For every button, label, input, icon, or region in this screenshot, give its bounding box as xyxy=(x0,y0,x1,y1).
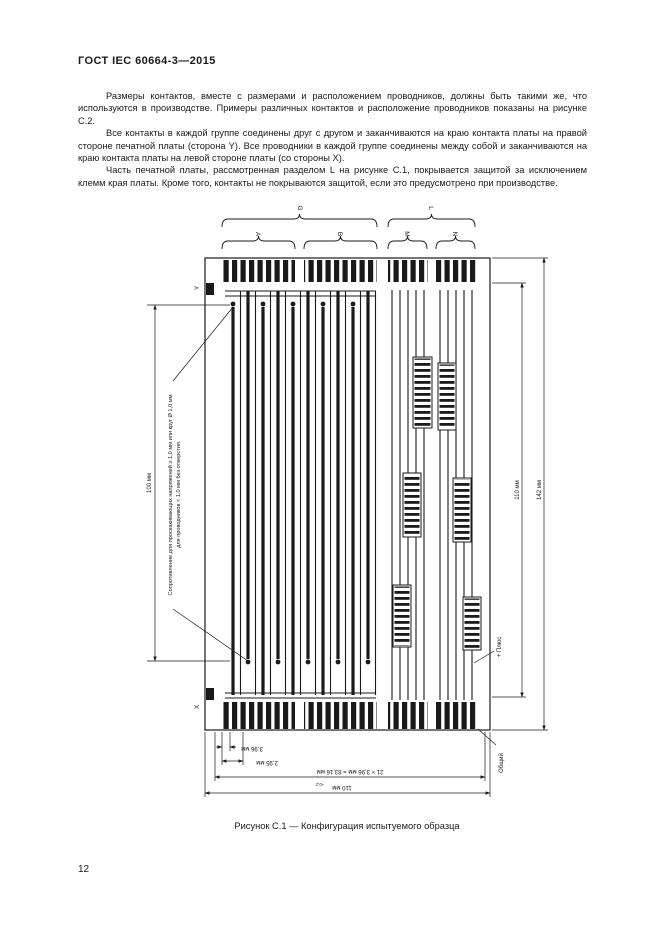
group-label-b: B xyxy=(336,231,343,237)
standard-number: ГОСТ IEC 60664-3—2015 xyxy=(78,55,216,67)
group-label-l: L xyxy=(427,206,434,210)
group-label-n: N xyxy=(451,231,458,237)
dim-left-label: 100 мм xyxy=(147,473,153,493)
paragraph-1: Размеры контактов, вместе с размерами и расположением проводников, должны быть такими же, что используются в производстве. Примеры различных контактов и расположение проводников показаны на рисунке С.2. xyxy=(78,91,587,126)
paragraph-3: Часть печатной платы, рассмотренная разделом L на рисунке С.1, покрывается защитой за исключением клемм края платы. Кроме того, контакты не покрываются защитой, если это предусмотрено при производстве. xyxy=(78,165,587,188)
group-label-m: M xyxy=(403,231,410,237)
dim-right-outer-label: 142 мм xyxy=(537,480,543,500)
dim-pitch2-label: 2,95 мм xyxy=(256,759,278,765)
side-label-y: Y xyxy=(194,285,201,291)
dim-right-inner-label: 110 мм xyxy=(515,480,521,500)
body-text xyxy=(78,90,587,189)
figure-caption: Рисунок С.1 — Конфигурация испытуемого образца xyxy=(234,821,460,831)
group-letters xyxy=(254,205,458,236)
dim-pitch-label: 3,96 мм xyxy=(241,745,263,751)
figure-c1 xyxy=(130,195,570,817)
page-number: 12 xyxy=(78,864,90,875)
edge-contacts-bottom xyxy=(222,702,476,729)
left-note xyxy=(167,307,248,661)
dim-total-width-label: 110 мм xyxy=(332,784,352,790)
side-label-x: X xyxy=(194,704,201,710)
plus-label: + Плюс xyxy=(497,636,503,658)
dim-tolerance-label: +0,2 xyxy=(315,782,325,787)
side-y-pad xyxy=(206,283,214,295)
side-x-pad xyxy=(206,688,214,700)
left-note-line1: Сопротивление для проскакивающих напряжений ≥ 1,0 мм или круг Ø 1,0 мм xyxy=(168,394,174,596)
left-note-line2: для проводников < 1,0 мм без отверстия xyxy=(176,442,182,548)
dim-chain-label: 21 × 3,96 мм = 83,16 мм xyxy=(316,768,384,774)
common-label: Общий xyxy=(499,753,505,773)
group-label-g: G xyxy=(296,205,303,211)
component-patterns xyxy=(393,357,481,650)
group-label-a: A xyxy=(254,231,261,237)
paragraph-2: Все контакты в каждой группе соединены друг с другом и заканчиваются на краю контакта платы на правой стороне печатной платы (сторона Y). Все проводники в каждой группе соединены между собой и заканчиваются на краю контакта платы на левой стороне платы (со стороны X). xyxy=(78,128,587,164)
annotation-leaders xyxy=(474,651,496,745)
figure-drawing xyxy=(130,195,570,817)
dim-left xyxy=(147,305,230,661)
conductor-traces-thin xyxy=(241,290,473,700)
edge-contacts-top xyxy=(222,260,476,282)
